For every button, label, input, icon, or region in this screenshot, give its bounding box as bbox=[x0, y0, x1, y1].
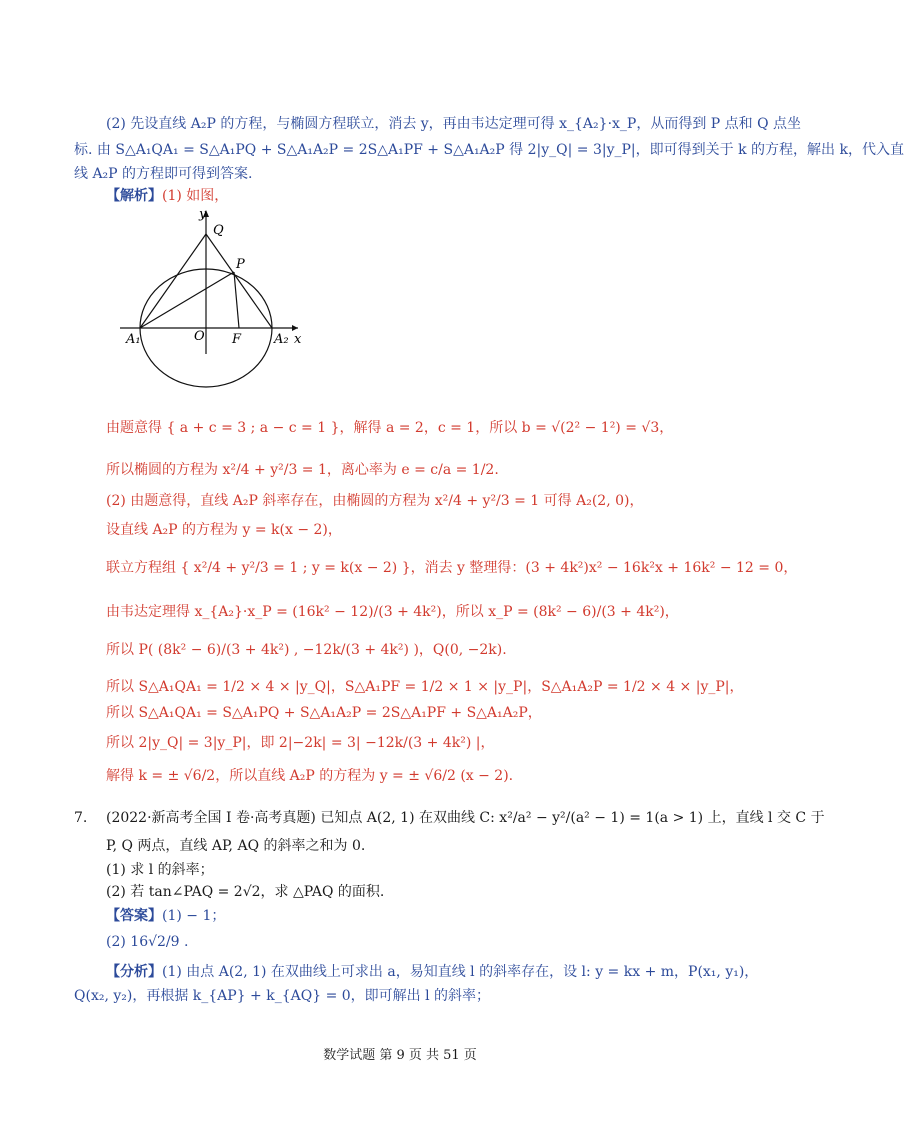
solution-line-8: 所以 S△A₁QA₁ = 1/2 × 4 × |y_Q|，S△A₁PF = 1/2 × 1 × |y_P|，S△A₁A₂P = 1/2 × 4 × |y_P|， bbox=[106, 679, 744, 695]
analysis-line-1: (2) 先设直线 A₂P 的方程，与椭圆方程联立，消去 y，再由韦达定理可得 x_{A₂}·x_P，从而得到 P 点和 Q 点坐 bbox=[106, 116, 802, 132]
problem7-answer-row bbox=[106, 906, 225, 926]
analysis-2: Q(x₂, y₂)，再根据 k_{AP} + k_{AQ} = 0，即可解出 l 的斜率； bbox=[74, 988, 491, 1004]
problem7-line-2: P, Q 两点，直线 AP, AQ 的斜率之和为 0. bbox=[106, 838, 366, 854]
F-label: F bbox=[232, 332, 242, 347]
solution-line-4: 设直线 A₂P 的方程为 y = k(x − 2)， bbox=[106, 522, 342, 538]
problem7-number: 7. bbox=[74, 810, 88, 826]
ellipse-figure bbox=[110, 206, 310, 356]
analysis-tag: 【分析】 bbox=[106, 964, 162, 980]
O-label: O bbox=[194, 329, 205, 344]
problem7-question-1: (1) 求 l 的斜率； bbox=[106, 862, 214, 878]
page-footer: 数学试题 第 9 页 共 51 页 bbox=[323, 1048, 477, 1063]
solution-line-7: 所以 P( (8k² − 6)/(3 + 4k²) , −12k/(3 + 4k²) )，Q(0, −2k). bbox=[106, 642, 507, 658]
solution-line-3: (2) 由题意得，直线 A₂P 斜率存在，由椭圆的方程为 x²/4 + y²/3 = 1 可得 A₂(2, 0)， bbox=[106, 493, 644, 509]
solution-line-1: 由题意得 { a + c = 3 ; a − c = 1 }，解得 a = 2，c = 1，所以 b = √(2² − 1²) = √3， bbox=[106, 420, 674, 436]
answer-tag: 【答案】 bbox=[106, 908, 162, 924]
answer-2: (2) 16√2/9 . bbox=[106, 934, 189, 950]
A2-label: A₂ bbox=[274, 332, 289, 347]
A1-label: A₁ bbox=[126, 332, 141, 347]
line-QA2 bbox=[206, 234, 272, 328]
y-label: y bbox=[199, 207, 207, 222]
x-label: x bbox=[294, 332, 302, 347]
problem7-line-1: (2022·新高考全国 Ⅰ 卷·高考真题) 已知点 A(2, 1) 在双曲线 C: x²/a² − y²/(a² − 1) = 1(a > 1) 上，直线 l 交 C 于 bbox=[106, 810, 825, 826]
problem7-analysis-row bbox=[106, 962, 758, 982]
Q-label: Q bbox=[213, 223, 224, 238]
solution-line-11: 解得 k = ± √6/2，所以直线 A₂P 的方程为 y = ± √6/2 (x − 2). bbox=[106, 768, 514, 784]
x-axis-arrow bbox=[292, 325, 298, 331]
solution-line-5: 联立方程组 { x²/4 + y²/3 = 1 ; y = k(x − 2) }，消去 y 整理得：(3 + 4k²)x² − 16k²x + 16k² − 12 = 0， bbox=[106, 560, 798, 576]
solution-tag: 【解析】 bbox=[106, 188, 162, 204]
line-A1P bbox=[140, 272, 234, 328]
analysis-line-2: 标. 由 S△A₁QA₁ = S△A₁PQ + S△A₁A₂P = 2S△A₁PF + S△A₁A₂P 得 2|y_Q| = 3|y_P|，即可得到关于 k 的方程，解出 k，代入直 bbox=[74, 142, 904, 158]
solution-intro: (1) 如图， bbox=[162, 188, 229, 204]
problem7-question-2: (2) 若 tan∠PAQ = 2√2，求 △PAQ 的面积. bbox=[106, 884, 385, 900]
solution-line-6: 由韦达定理得 x_{A₂}·x_P = (16k² − 12)/(3 + 4k²)，所以 x_P = (8k² − 6)/(3 + 4k²)， bbox=[106, 604, 679, 620]
P-label: P bbox=[236, 257, 245, 272]
line-A1Q bbox=[140, 234, 206, 328]
solution-header bbox=[106, 186, 228, 206]
analysis-1: (1) 由点 A(2, 1) 在双曲线上可求出 a，易知直线 l 的斜率存在，设 l: y = kx + m，P(x₁, y₁)， bbox=[162, 964, 759, 980]
solution-line-2: 所以椭圆的方程为 x²/4 + y²/3 = 1，离心率为 e = c/a = 1/2. bbox=[106, 462, 499, 478]
solution-line-10: 所以 2|y_Q| = 3|y_P|，即 2|−2k| = 3| −12k/(3 + 4k²) |， bbox=[106, 735, 495, 751]
solution-line-9: 所以 S△A₁QA₁ = S△A₁PQ + S△A₁A₂P = 2S△A₁PF + S△A₁A₂P， bbox=[106, 705, 542, 721]
analysis-line-3: 线 A₂P 的方程即可得到答案. bbox=[74, 166, 253, 182]
answer-1: (1) − 1； bbox=[162, 908, 226, 924]
